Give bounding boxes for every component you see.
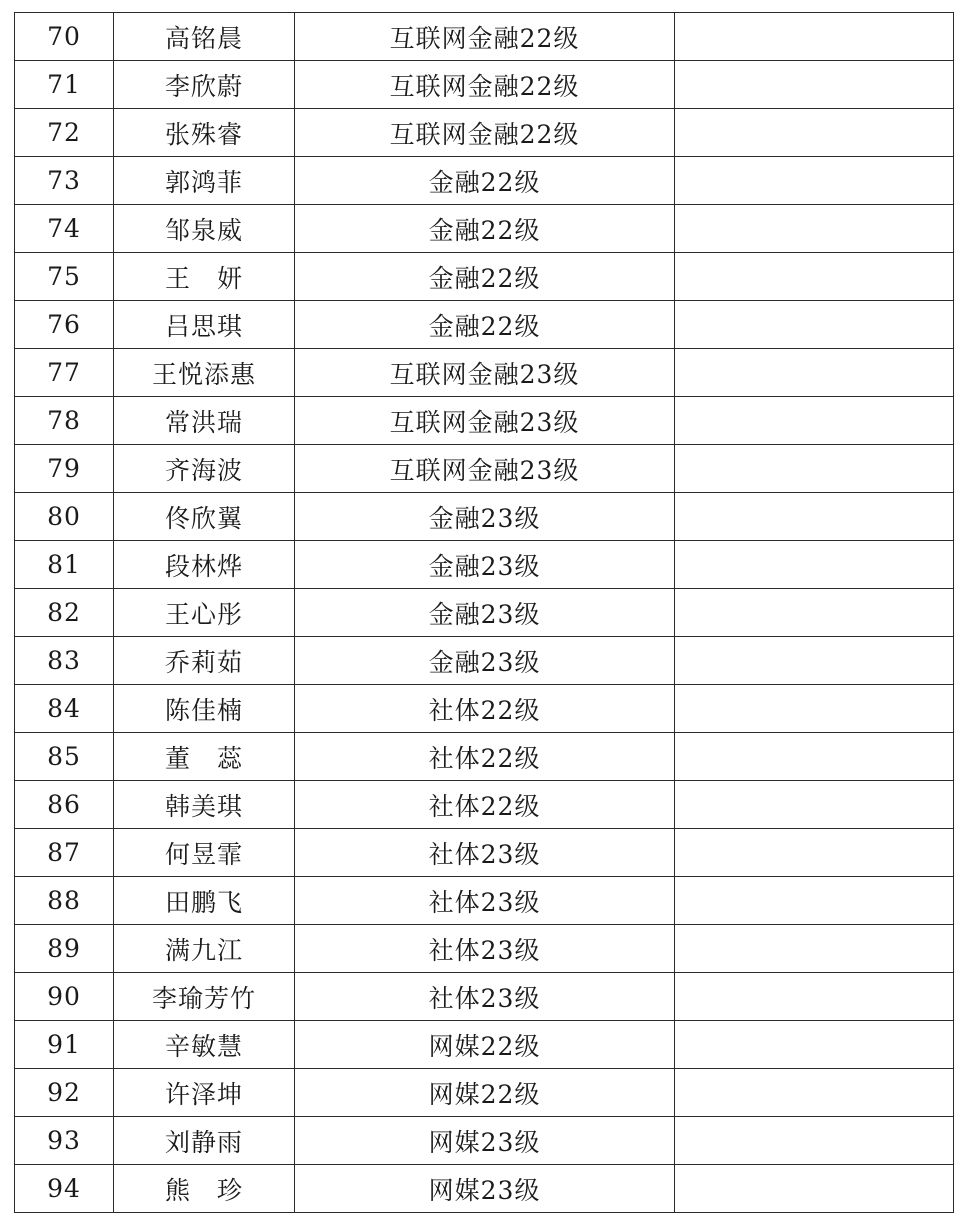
row-number-cell: 86 — [15, 781, 114, 829]
class-cell: 互联网金融22级 — [295, 61, 675, 109]
table-row — [15, 109, 954, 157]
note-cell — [675, 973, 954, 1021]
class-cell: 网媒22级 — [295, 1069, 675, 1117]
table-row — [15, 781, 954, 829]
student-name-cell: 韩美琪 — [114, 781, 295, 829]
student-name-cell: 李瑜芳竹 — [114, 973, 295, 1021]
student-name-cell: 王悦添惠 — [114, 349, 295, 397]
student-name-cell: 田鹏飞 — [114, 877, 295, 925]
table-row — [15, 157, 954, 205]
note-cell — [675, 925, 954, 973]
row-number-cell: 85 — [15, 733, 114, 781]
class-cell: 金融22级 — [295, 205, 675, 253]
row-number-cell: 93 — [15, 1117, 114, 1165]
class-cell: 互联网金融22级 — [295, 109, 675, 157]
row-number-cell: 74 — [15, 205, 114, 253]
class-cell: 互联网金融23级 — [295, 397, 675, 445]
row-number-cell: 81 — [15, 541, 114, 589]
note-cell — [675, 493, 954, 541]
table-row — [15, 253, 954, 301]
class-cell: 金融23级 — [295, 637, 675, 685]
table-row — [15, 13, 954, 61]
class-cell: 网媒23级 — [295, 1165, 675, 1213]
table-row — [15, 685, 954, 733]
note-cell — [675, 1069, 954, 1117]
student-name-cell: 刘静雨 — [114, 1117, 295, 1165]
row-number-cell: 77 — [15, 349, 114, 397]
table-row — [15, 397, 954, 445]
table-row — [15, 733, 954, 781]
row-number-cell: 71 — [15, 61, 114, 109]
class-cell: 社体23级 — [295, 973, 675, 1021]
table-row — [15, 1117, 954, 1165]
class-cell: 网媒23级 — [295, 1117, 675, 1165]
row-number-cell: 88 — [15, 877, 114, 925]
row-number-cell: 90 — [15, 973, 114, 1021]
note-cell — [675, 781, 954, 829]
note-cell — [675, 829, 954, 877]
row-number-cell: 92 — [15, 1069, 114, 1117]
student-name-cell: 熊 珍 — [114, 1165, 295, 1213]
row-number-cell: 80 — [15, 493, 114, 541]
table-row — [15, 1069, 954, 1117]
table-row — [15, 1021, 954, 1069]
table-row — [15, 541, 954, 589]
table-row — [15, 589, 954, 637]
student-name-cell: 辛敏慧 — [114, 1021, 295, 1069]
table-row — [15, 61, 954, 109]
note-cell — [675, 109, 954, 157]
row-number-cell: 76 — [15, 301, 114, 349]
note-cell — [675, 877, 954, 925]
class-cell: 互联网金融23级 — [295, 445, 675, 493]
class-cell: 金融22级 — [295, 253, 675, 301]
student-name-cell: 许泽坤 — [114, 1069, 295, 1117]
table-row — [15, 349, 954, 397]
note-cell — [675, 13, 954, 61]
note-cell — [675, 301, 954, 349]
class-cell: 社体22级 — [295, 781, 675, 829]
class-cell: 金融23级 — [295, 541, 675, 589]
note-cell — [675, 1021, 954, 1069]
table-row — [15, 829, 954, 877]
note-cell — [675, 541, 954, 589]
student-roster-table — [14, 12, 954, 1213]
student-name-cell: 郭鸿菲 — [114, 157, 295, 205]
row-number-cell: 87 — [15, 829, 114, 877]
note-cell — [675, 637, 954, 685]
student-name-cell: 常洪瑞 — [114, 397, 295, 445]
note-cell — [675, 1165, 954, 1213]
student-name-cell: 董 蕊 — [114, 733, 295, 781]
row-number-cell: 82 — [15, 589, 114, 637]
note-cell — [675, 733, 954, 781]
student-name-cell: 何昱霏 — [114, 829, 295, 877]
student-name-cell: 邹泉威 — [114, 205, 295, 253]
class-cell: 网媒22级 — [295, 1021, 675, 1069]
row-number-cell: 73 — [15, 157, 114, 205]
row-number-cell: 89 — [15, 925, 114, 973]
row-number-cell: 83 — [15, 637, 114, 685]
note-cell — [675, 157, 954, 205]
table-row — [15, 877, 954, 925]
note-cell — [675, 253, 954, 301]
table-row — [15, 493, 954, 541]
row-number-cell: 84 — [15, 685, 114, 733]
note-cell — [675, 685, 954, 733]
row-number-cell: 79 — [15, 445, 114, 493]
table-row — [15, 925, 954, 973]
student-name-cell: 满九江 — [114, 925, 295, 973]
row-number-cell: 72 — [15, 109, 114, 157]
class-cell: 社体23级 — [295, 829, 675, 877]
student-name-cell: 李欣蔚 — [114, 61, 295, 109]
row-number-cell: 75 — [15, 253, 114, 301]
table-row — [15, 445, 954, 493]
class-cell: 金融23级 — [295, 493, 675, 541]
student-name-cell: 王 妍 — [114, 253, 295, 301]
class-cell: 互联网金融23级 — [295, 349, 675, 397]
table-row — [15, 205, 954, 253]
row-number-cell: 70 — [15, 13, 114, 61]
note-cell — [675, 445, 954, 493]
table-row — [15, 973, 954, 1021]
student-name-cell: 张殊睿 — [114, 109, 295, 157]
table-row — [15, 637, 954, 685]
note-cell — [675, 397, 954, 445]
note-cell — [675, 589, 954, 637]
note-cell — [675, 205, 954, 253]
student-name-cell: 陈佳楠 — [114, 685, 295, 733]
class-cell: 金融22级 — [295, 301, 675, 349]
table-row — [15, 301, 954, 349]
class-cell: 社体23级 — [295, 877, 675, 925]
note-cell — [675, 349, 954, 397]
student-name-cell: 齐海波 — [114, 445, 295, 493]
student-name-cell: 高铭晨 — [114, 13, 295, 61]
note-cell — [675, 1117, 954, 1165]
roster-sheet — [14, 12, 953, 1213]
class-cell: 金融23级 — [295, 589, 675, 637]
student-name-cell: 王心彤 — [114, 589, 295, 637]
student-name-cell: 佟欣翼 — [114, 493, 295, 541]
student-name-cell: 段林烨 — [114, 541, 295, 589]
row-number-cell: 91 — [15, 1021, 114, 1069]
class-cell: 社体23级 — [295, 925, 675, 973]
roster-table-body — [15, 13, 954, 1213]
class-cell: 社体22级 — [295, 733, 675, 781]
table-row — [15, 1165, 954, 1213]
row-number-cell: 94 — [15, 1165, 114, 1213]
class-cell: 金融22级 — [295, 157, 675, 205]
class-cell: 互联网金融22级 — [295, 13, 675, 61]
class-cell: 社体22级 — [295, 685, 675, 733]
student-name-cell: 吕思琪 — [114, 301, 295, 349]
note-cell — [675, 61, 954, 109]
row-number-cell: 78 — [15, 397, 114, 445]
student-name-cell: 乔莉茹 — [114, 637, 295, 685]
